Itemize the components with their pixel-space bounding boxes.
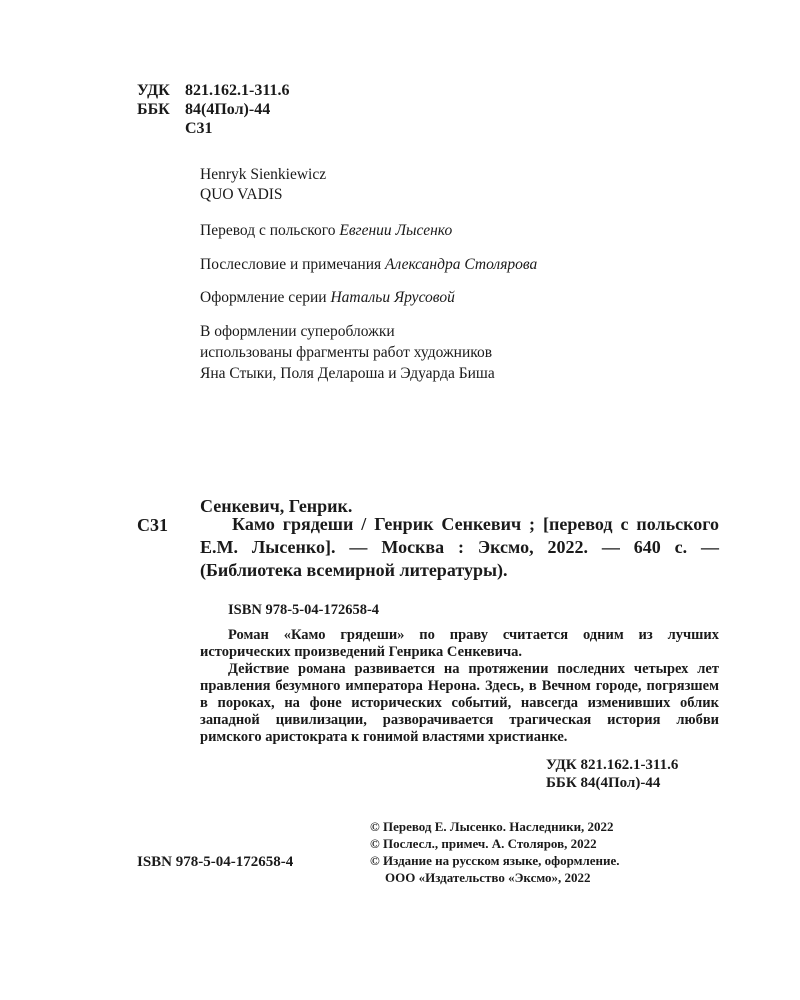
copyright-line: © Послесл., примеч. А. Столяров, 2022	[370, 836, 597, 851]
original-title: QUO VADIS	[200, 186, 283, 203]
annotation	[200, 627, 719, 746]
afterword-prefix: Послесловие и примечания	[200, 256, 382, 273]
annotation-paragraph: Действие романа развивается на протяжении последних четырех лет правления безумного императора Нерона. Здесь, в Вечном городе, погрязшем в пороках, на фоне исторических событий, навсегда изменивших облик западной цивилизации, разворачивается трагическая история любви римского аристократа к гонимой властями христианке.	[200, 661, 719, 745]
catalog-codes	[546, 756, 678, 792]
catalog-description: Камо грядеши / Генрик Сенкевич ; [перевод с польского Е.М. Лысенко]. — Москва : Эксмо, 2022. — 640 с. — (Библиотека всемирной литературы).	[200, 514, 719, 580]
afterword-credit	[200, 256, 537, 274]
copyright-line: © Перевод Е. Лысенко. Наследники, 2022	[370, 819, 614, 834]
series-design-credit	[200, 289, 455, 307]
catalog-bbk: ББК 84(4Пол)-44	[546, 775, 661, 791]
udk-label: УДК	[137, 82, 170, 99]
translator-name: Евгении Лысенко	[339, 222, 453, 239]
bottom-isbn: ISBN 978-5-04-172658-4	[137, 854, 294, 870]
catalog-code: С31	[137, 515, 168, 535]
cover-note-line: В оформлении суперобложки	[200, 323, 395, 340]
cover-note-line: использованы фрагменты работ художников	[200, 344, 493, 361]
translation-prefix: Перевод с польского	[200, 222, 336, 239]
catalog-heading: Сенкевич, Генрик.	[200, 496, 353, 516]
copyright-block	[370, 818, 620, 886]
udk-row	[137, 81, 289, 100]
catalog-udk: УДК 821.162.1-311.6	[546, 757, 679, 773]
cover-note-line: Яна Стыки, Поля Делароша и Эдуарда Биша	[200, 365, 495, 382]
author-sign-row	[137, 119, 289, 138]
author-sign: С31	[185, 120, 213, 137]
catalog-isbn: ISBN 978-5-04-172658-4	[228, 602, 380, 618]
copyright-publisher: ООО «Издательство «Эксмо», 2022	[385, 870, 591, 885]
classification-block	[137, 81, 289, 138]
annotation-paragraph: Роман «Камо грядеши» по праву считается одним из лучших исторических произведений Генрика Сенкевича.	[200, 627, 719, 660]
translation-credit	[200, 222, 452, 240]
bbk-code: 84(4Пол)-44	[185, 101, 271, 118]
series-designer: Натальи Ярусовой	[330, 289, 455, 306]
series-design-prefix: Оформление серии	[200, 289, 327, 306]
original-author: Henryk Sienkiewicz	[200, 166, 327, 183]
cover-note	[200, 321, 495, 384]
afterword-author: Александра Столярова	[385, 256, 538, 273]
bbk-row	[137, 100, 289, 119]
udk-code: 821.162.1-311.6	[185, 82, 290, 99]
bbk-label: ББК	[137, 101, 170, 118]
copyright-line: © Издание на русском языке, оформление.	[370, 853, 620, 868]
